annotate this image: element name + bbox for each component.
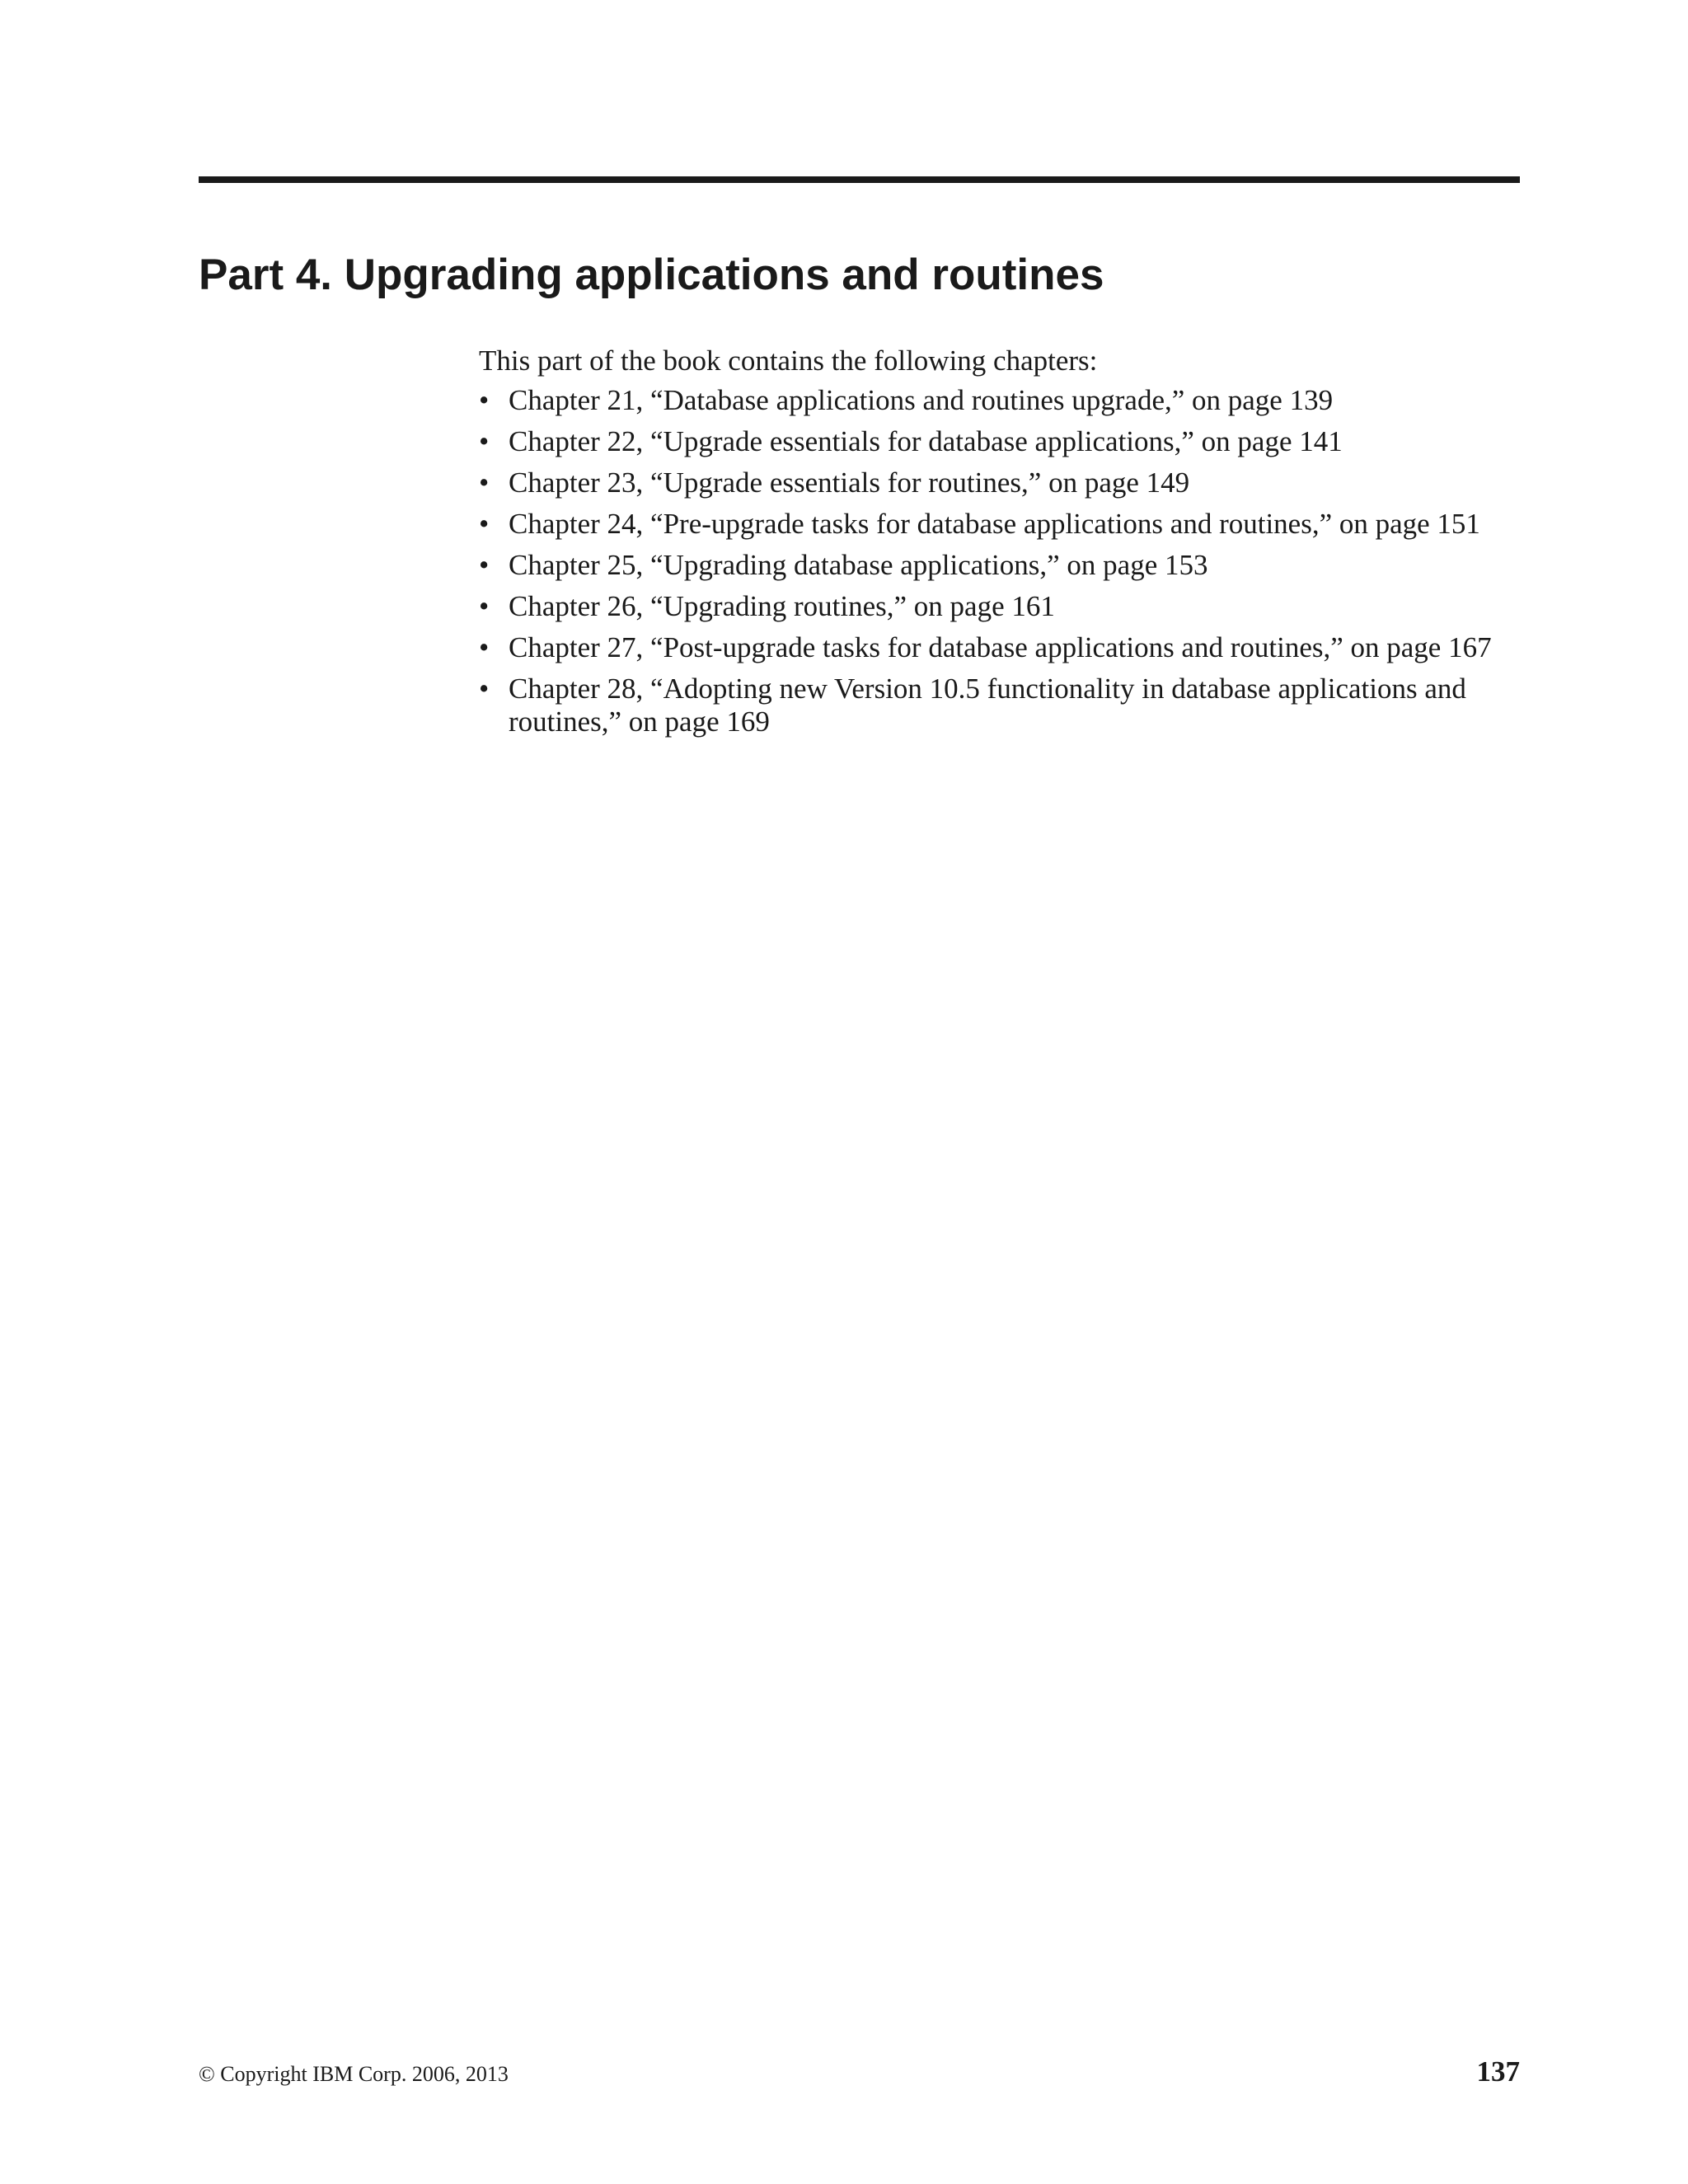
page-number: 137 — [1476, 2055, 1520, 2088]
chapter-list-item[interactable] — [479, 425, 1520, 458]
chapter-link[interactable]: Chapter 22, “Upgrade essentials for database applications,” on page 141 — [509, 425, 1343, 457]
bullet-icon: • — [479, 466, 490, 499]
bullet-icon: • — [479, 673, 490, 705]
bullet-icon: • — [479, 425, 490, 457]
chapter-link[interactable]: Chapter 26, “Upgrading routines,” on page 161 — [509, 590, 1055, 622]
chapter-list-item[interactable] — [479, 631, 1520, 664]
chapter-link[interactable]: Chapter 27, “Post-upgrade tasks for database applications and routines,” on page 167 — [509, 631, 1492, 663]
chapter-link[interactable]: Chapter 23, “Upgrade essentials for routines,” on page 149 — [509, 466, 1190, 499]
chapter-link[interactable]: Chapter 24, “Pre-upgrade tasks for database applications and routines,” on page 151 — [509, 508, 1480, 540]
chapter-list-item[interactable] — [479, 466, 1520, 499]
bullet-icon: • — [479, 508, 490, 540]
chapter-link[interactable]: Chapter 28, “Adopting new Version 10.5 functionality in database applications and routines,” on page 169 — [509, 673, 1466, 738]
chapter-overview — [479, 341, 1520, 738]
bullet-icon: • — [479, 549, 490, 581]
chapter-list-item[interactable] — [479, 508, 1520, 541]
chapter-list — [479, 384, 1520, 738]
chapter-list-item[interactable] — [479, 590, 1520, 623]
bullet-icon: • — [479, 631, 490, 663]
top-rule — [199, 176, 1520, 183]
chapter-link[interactable]: Chapter 21, “Database applications and routines upgrade,” on page 139 — [509, 384, 1334, 416]
chapter-list-item[interactable] — [479, 673, 1520, 738]
chapter-link[interactable]: Chapter 25, “Upgrading database applications,” on page 153 — [509, 549, 1208, 581]
bullet-icon: • — [479, 590, 490, 622]
bullet-icon: • — [479, 384, 490, 416]
intro-text: This part of the book contains the following chapters: — [479, 344, 1098, 377]
copyright-notice: © Copyright IBM Corp. 2006, 2013 — [199, 2062, 509, 2086]
chapter-list-item[interactable] — [479, 549, 1520, 582]
chapter-list-item[interactable] — [479, 384, 1520, 417]
part-title: Part 4. Upgrading applications and routines — [199, 251, 1104, 299]
